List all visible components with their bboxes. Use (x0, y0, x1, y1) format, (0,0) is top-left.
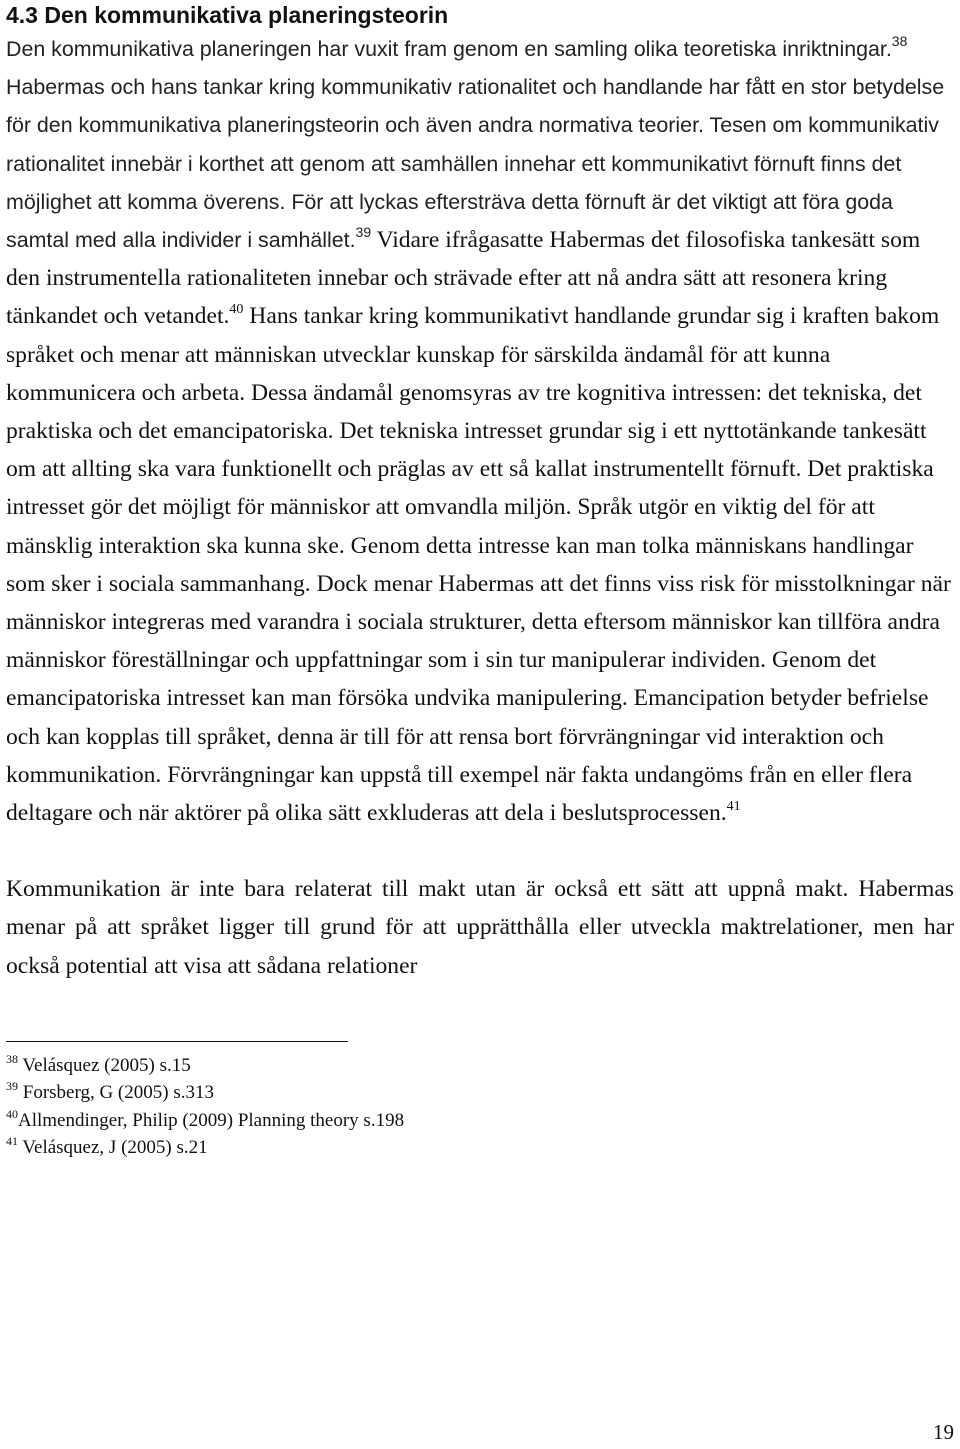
footnote-ref-39[interactable]: 39 (355, 224, 372, 241)
para1-mid: Habermas och hans tankar kring kommunikativ rationalitet och handlande har fått en stor betydelse för den kommunikativa planeringsteorin och även andra normativa teorier. Tesen om kommunikativ rationalitet innebär i korthet att genom att samhällen innehar ett kommunikativt förnuft finns det möjlighet att komma överens. För att lyckas eftersträva detta förnuft är det viktigt att föra goda samtal med alla individer i samhället. (6, 75, 945, 253)
footnote-divider (6, 1041, 348, 1042)
page-number: 19 (933, 1420, 954, 1444)
serif-text-1 (6, 227, 951, 826)
para1-serif-b: Hans tankar kring kommunikativt handlande grundar sig i kraften bakom språket och menar att människan utvecklar kunskap för särskilda ändamål för att kunna kommunicera och arbeta. Dessa ändamål genomsyras av tre kognitiva intressen: det tekniska, det praktiska och det emancipatoriska. Det tekniska intresset grundar sig i ett nyttotänkande tankesätt om att allting ska vara funktionellt och präglas av ett så kallat instrumentellt förnuft. Det praktiska intresset gör det möjligt för människor att omvandla miljön. Språk utgör en viktig del för att mänsklig interaktion ska kunna ske. Genom detta intresse kan man tolka människans handlingar som sker i sociala sammanhang. Dock menar Habermas att det finns viss risk för misstolkningar när människor integreras med varandra i sociala strukturer, detta eftersom människor kan tillföra andra människor föreställningar och uppfattningar som i sin tur manipulerar individen. Genom det emancipatoriska intresset kan man försöka undvika manipulering. Emancipation betyder befrielse och kan kopplas till språket, denna är till för att rensa bort förvrängningar vid interaktion och kommunikation. Förvrängningar kan uppstå till exempel när fakta undangöms från en eller flera deltagare och när aktörer på olika sätt exkluderas att dela i beslutsprocessen. (6, 303, 951, 827)
footnote-38: $^{38}$ Velásquez (2005) s.15 (6, 1051, 191, 1076)
document-page (6, 0, 954, 1162)
footnotes (6, 1052, 954, 1162)
section-heading: 4.3 Den kommunikativa planeringsteorin (6, 2, 449, 28)
sans-text-1 (6, 33, 945, 253)
footnote-40: $^{40}$Allmendinger, Philip (2009) Planning theory s.198 (6, 1106, 405, 1131)
body-paragraph-2: Kommunikation är inte bara relaterat till makt utan är också ett sätt att uppnå makt. Habermas menar på att språket ligger till grund för att upprätthålla eller utveckla maktrelationer, men har också potential att visa att sådana relationer (6, 876, 954, 979)
footnote-39: $^{39}$ Forsberg, G (2005) s.313 (6, 1079, 214, 1104)
body-paragraph-1 (6, 30, 954, 832)
para1-start: Den kommunikativa planeringen har vuxit fram genom en samling olika teoretiska inriktningar. (6, 37, 892, 61)
footnote-ref-38[interactable]: 38 (891, 33, 908, 49)
footnote-ref-40[interactable]: 40 (229, 302, 244, 318)
footnote-ref-41[interactable]: 41 (726, 799, 741, 815)
para1-serif-a: Vidare ifrågasatte Habermas det filosofiska tankesätt som den instrumentella rationaliteten innebar och strävade efter att nå andra sätt att resonera kring tänkandet och vetandet. (6, 227, 921, 330)
footnote-41: $^{41}$ Velásquez, J (2005) s.21 (6, 1134, 208, 1159)
